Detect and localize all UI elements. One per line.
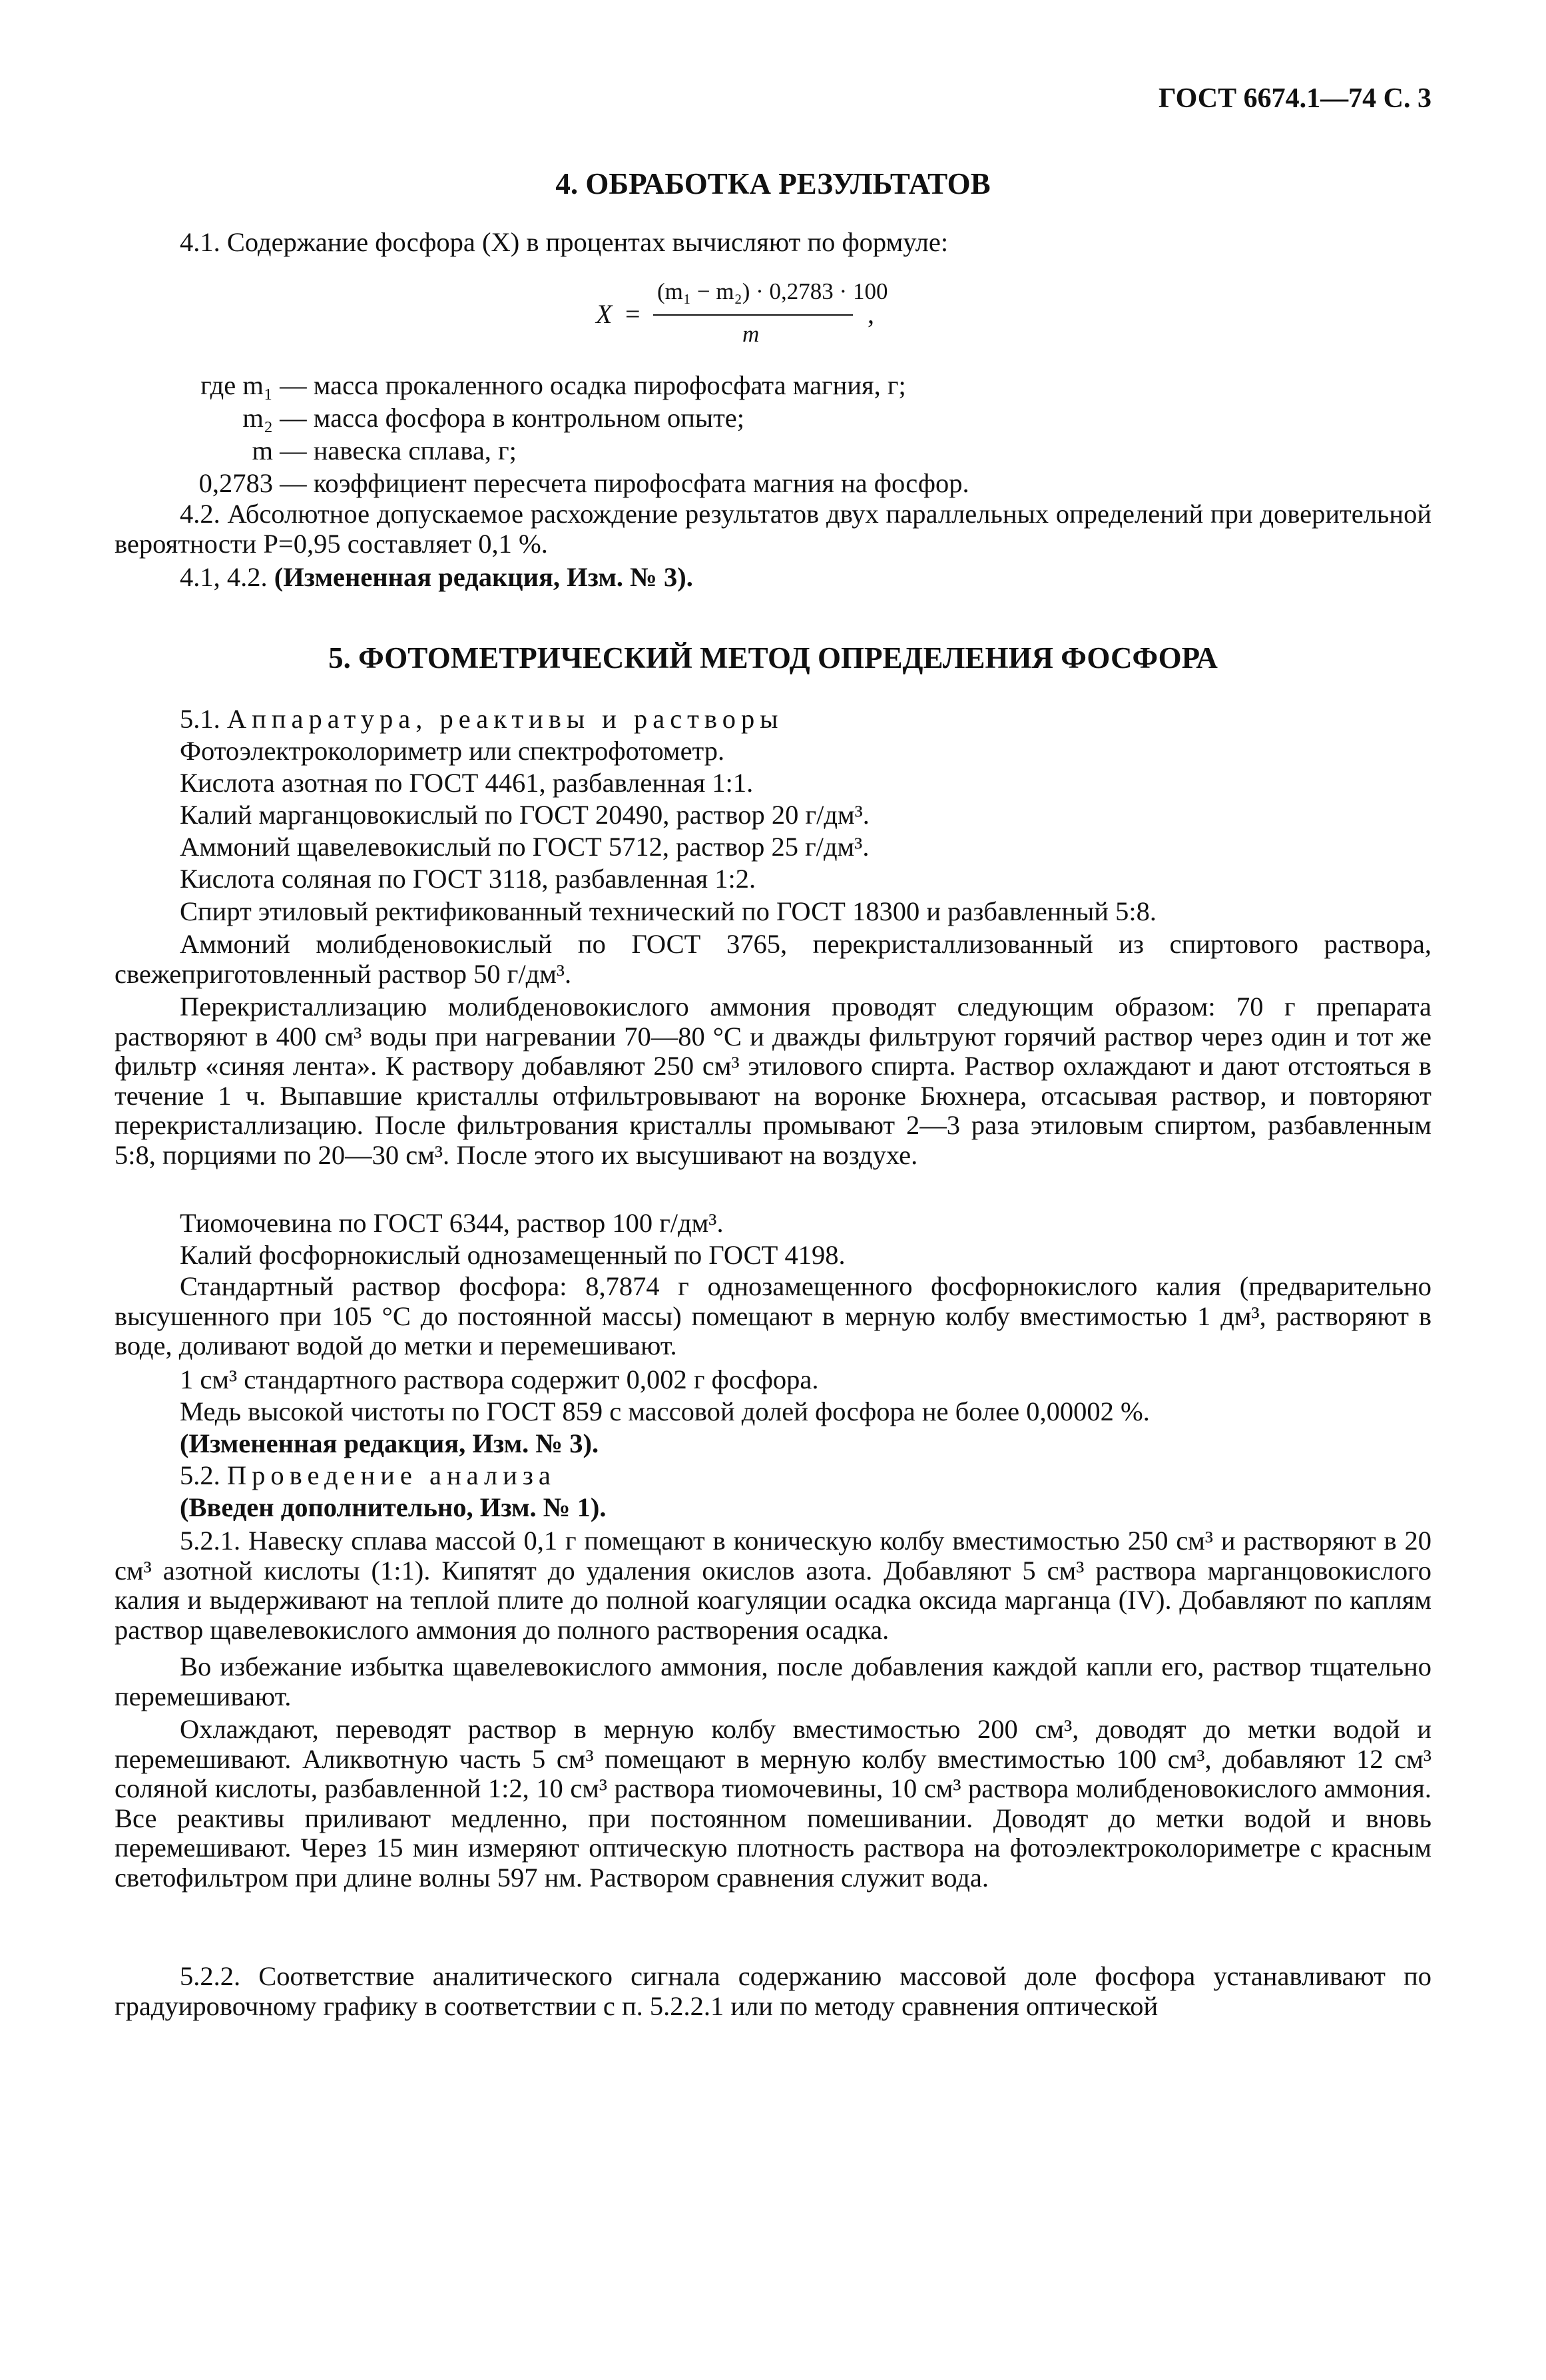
where-line-1: [115, 371, 1431, 401]
amendment-ref: 4.1, 4.2.: [180, 562, 268, 592]
reagent-line-9: Тиомочевина по ГОСТ 6344, раствор 100 г/дм³.: [180, 1208, 724, 1238]
where-line-3: [115, 436, 1431, 466]
subsection-heading: Проведение анализа: [226, 1460, 556, 1490]
reagent-line-4: Аммоний щавелевокислый по ГОСТ 5712, раствор 25 г/дм³.: [180, 832, 870, 862]
subsection-number: 5.2.: [180, 1460, 220, 1490]
subsection-heading: Аппаратура, реактивы и растворы: [226, 704, 784, 734]
formula-denominator: m: [742, 321, 760, 347]
reagent-line-3: Калий марганцовокислый по ГОСТ 20490, раствор 20 г/дм³.: [180, 800, 870, 830]
amendment-note-5-1: (Измененная редакция, Изм. № 3).: [180, 1428, 599, 1458]
subsection-5-2-title: [180, 1461, 1431, 1491]
reagent-line-5: Кислота соляная по ГОСТ 3118, разбавленная 1:2.: [180, 864, 756, 894]
reagent-line-2: Кислота азотная по ГОСТ 4461, разбавленная 1:1.: [180, 768, 754, 798]
reagent-line-6: Спирт этиловый ректификованный технический по ГОСТ 18300 и разбавленный 5:8.: [180, 896, 1157, 926]
formula-lhs: X: [596, 299, 613, 329]
reagent-line-10: Калий фосфорнокислый однозамещенный по ГОСТ 4198.: [180, 1240, 846, 1270]
reagent-line-13: Медь высокой чистоты по ГОСТ 859 с массовой долей фосфора не более 0,00002 %.: [180, 1396, 1150, 1426]
reagent-line-7: Аммоний молибденовокислый по ГОСТ 3765, перекристаллизованный из спиртового раствора, свежеприготовленный раствор 50 г/дм³.: [115, 929, 1431, 989]
subsection-number: 5.1.: [180, 704, 220, 734]
reagent-line-12: 1 см³ стандартного раствора содержит 0,002 г фосфора.: [180, 1364, 819, 1394]
where-line-4: [115, 469, 1431, 499]
amendment-note-4: [180, 563, 1431, 593]
formula: [596, 266, 942, 360]
where-text: — коэффициент пересчета пирофосфата магния на фосфор.: [280, 468, 969, 498]
paragraph-5-2-1-c: Охлаждают, переводят раствор в мерную колбу вместимостью 200 см³, доводят до метки водой и перемешивают. Аликвотную часть 5 см³ помещают в мерную колбу вместимостью 100 см³, добавляют 12 см³ соляной кислоты, разбавленной 1:2, 10 см³ раствора тиомочевины, 10 см³ раствора молибденовокислого аммония. Все реактивы приливают медленно, при постоянном помешивании. Доводят до метки водой и вновь перемешивают. Через 15 мин измеряют оптическую плотность раствора на фотоэлектроколориметре с красным светофильтром при длине волны 597 нм. Раствором сравнения служит вода.: [115, 1714, 1431, 1893]
formula-eq: =: [625, 299, 641, 329]
page-header: ГОСТ 6674.1—74 С. 3: [1158, 83, 1431, 114]
paragraph-4-1: 4.1. Содержание фосфора (X) в процентах вычисляют по формуле:: [180, 227, 949, 257]
paragraph-5-2-2: 5.2.2. Соответствие аналитического сигнала содержанию массовой доле фосфора устанавливают по градуировочному графику в соответствии с п. 5.2.2.1 или по методу сравнения оптической: [115, 1961, 1431, 2021]
recrystallization-paragraph: Перекристаллизацию молибденовокислого аммония проводят следующим образом: 70 г препарата растворяют в 400 см³ воды при нагревании 70—80 °С и дважды фильтруют горячий раствор через один и тот же фильтр «синяя лента». К раствору добавляют 250 см³ этилового спирта. Раствор охлаждают и дают отстояться в течение 1 ч. Выпавшие кристаллы отфильтровывают на воронке Бюхнера, отсасывая раствор, и повторяют перекристаллизацию. После фильтрования кристаллы промывают 2—3 раза этиловым спиртом, разбавленным 5:8, порциями по 20—30 см³. После этого их высушивают на воздухе.: [115, 992, 1431, 1170]
where-symbol: m₂: [242, 403, 273, 433]
paragraph-4-2: 4.2. Абсолютное допускаемое расхождение результатов двух параллельных определений при доверительной вероятности P=0,95 составляет 0,1 %.: [115, 499, 1431, 559]
paragraph-5-2-1-b: Во избежание избытка щавелевокислого аммония, после добавления каждой капли его, раствор тщательно перемешивают.: [115, 1651, 1431, 1711]
where-text: — масса прокаленного осадка пирофосфата магния, г;: [280, 370, 906, 400]
amendment-note-5-2: (Введен дополнительно, Изм. № 1).: [180, 1492, 607, 1522]
subsection-5-1-title: [180, 705, 1431, 735]
where-text: — масса фосфора в контрольном опыте;: [280, 403, 745, 433]
paragraph-5-2-1: 5.2.1. Навеску сплава массой 0,1 г помещают в коническую колбу вместимостью 250 см³ и растворяют в 20 см³ азотной кислоты (1:1). Кипятят до удаления окислов азота. Добавляют 5 см³ раствора марганцовокислого калия и выдерживают на теплой плите до полной коагуляции осадка оксида марганца (IV). Добавляют по каплям раствор щавелевокислого аммония до полного растворения осадка.: [115, 1526, 1431, 1645]
standard-solution-paragraph: Стандартный раствор фосфора: 8,7874 г однозамещенного фосфорнокислого калия (предварительно высушенного при 105 °С до постоянной массы) помещают в мерную колбу вместимостью 1 дм³, растворяют в воде, доливают водой до метки и перемешивают.: [115, 1271, 1431, 1361]
where-symbol: m: [252, 436, 273, 465]
section-5-title: 5. ФОТОМЕТРИЧЕСКИЙ МЕТОД ОПРЕДЕЛЕНИЯ ФОСФОРА: [328, 641, 1218, 675]
where-text: — навеска сплава, г;: [280, 436, 517, 465]
amendment-text: (Измененная редакция, Изм. № 3).: [274, 562, 693, 592]
reagent-line-1: Фотоэлектроколориметр или спектрофотометр.: [180, 736, 725, 766]
formula-comma: ,: [868, 299, 874, 329]
where-line-2: [115, 404, 1431, 434]
section-4-title: 4. ОБРАБОТКА РЕЗУЛЬТАТОВ: [555, 167, 991, 200]
where-symbol: 0,2783: [198, 468, 273, 498]
formula-numerator: (m₁ − m₂) · 0,2783 · 100: [657, 278, 888, 304]
fraction-bar: [653, 314, 853, 316]
where-symbol: где m₁: [200, 370, 273, 400]
